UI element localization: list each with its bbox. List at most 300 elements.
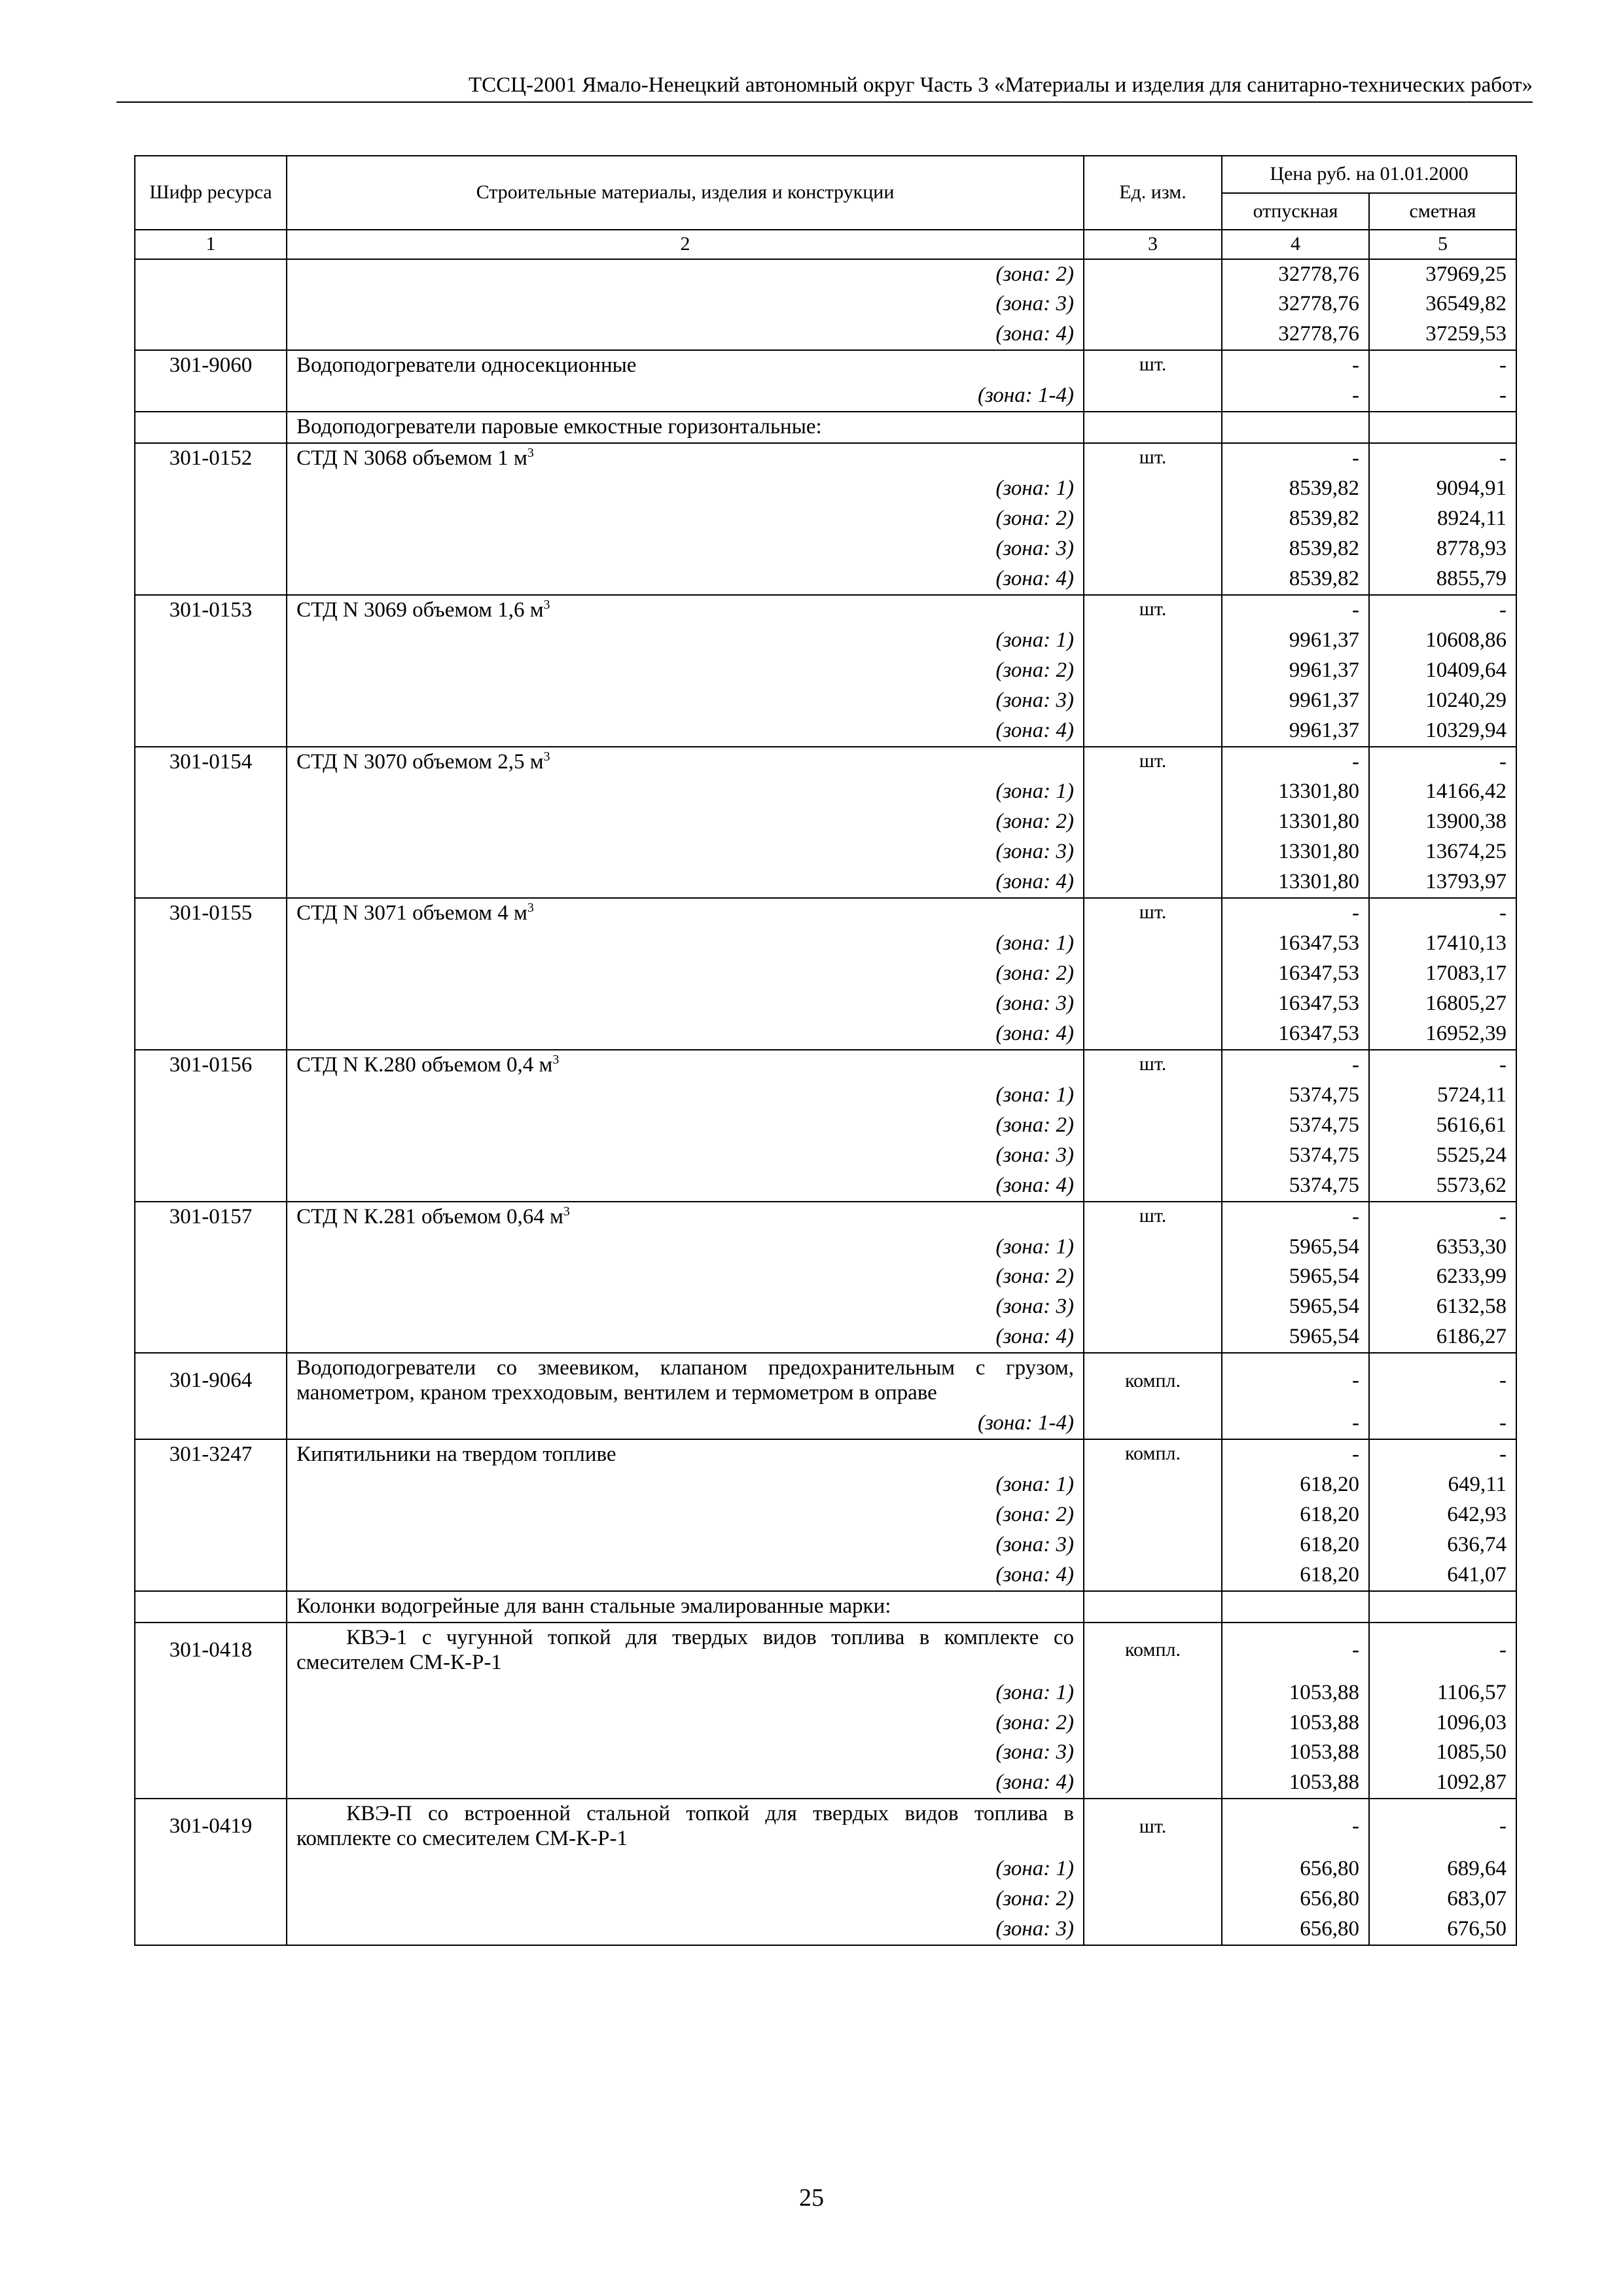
unit-of-measure: компл. — [1084, 1623, 1222, 1678]
table-body — [135, 259, 1516, 1946]
estimate-price: 10409,64 — [1369, 656, 1516, 686]
estimate-price: 5724,11 — [1369, 1081, 1516, 1111]
estimate-price: 649,11 — [1369, 1470, 1516, 1500]
resource-code — [135, 716, 287, 747]
item-row — [135, 595, 1516, 626]
zone-row — [135, 686, 1516, 716]
estimate-price: 10329,94 — [1369, 716, 1516, 747]
estimate-price: 8924,11 — [1369, 504, 1516, 534]
unit-of-measure — [1084, 1768, 1222, 1799]
zone-row — [135, 381, 1516, 412]
resource-code: 301-0419 — [135, 1799, 287, 1854]
resource-code — [135, 1854, 287, 1884]
unit-of-measure — [1084, 656, 1222, 686]
item-row — [135, 1623, 1516, 1678]
zone-label: (зона: 2) — [287, 1708, 1084, 1738]
release-price: 13301,80 — [1222, 777, 1369, 807]
zone-row — [135, 1262, 1516, 1292]
unit-of-measure — [1084, 929, 1222, 959]
header-estimate-price: сметная — [1369, 193, 1516, 230]
estimate-price: 1092,87 — [1369, 1768, 1516, 1799]
estimate-price: - — [1369, 1050, 1516, 1081]
unit-of-measure: шт. — [1084, 1202, 1222, 1232]
zone-label: (зона: 1) — [287, 1678, 1084, 1708]
zone-row — [135, 777, 1516, 807]
unit-of-measure — [1084, 1560, 1222, 1591]
estimate-price: - — [1369, 1623, 1516, 1678]
resource-code — [135, 1500, 287, 1530]
zone-label: (зона: 4) — [287, 1768, 1084, 1799]
release-price: 656,80 — [1222, 1854, 1369, 1884]
release-price: 9961,37 — [1222, 626, 1369, 656]
unit-of-measure — [1084, 1470, 1222, 1500]
unit-of-measure — [1084, 1322, 1222, 1353]
zone-label: (зона: 2) — [287, 807, 1084, 837]
resource-code — [135, 1141, 287, 1171]
release-price: 1053,88 — [1222, 1708, 1369, 1738]
item-row — [135, 350, 1516, 381]
resource-code — [135, 959, 287, 989]
zone-row — [135, 319, 1516, 350]
zone-row — [135, 1854, 1516, 1884]
unit-of-measure: компл. — [1084, 1439, 1222, 1470]
unit-of-measure — [1084, 959, 1222, 989]
material-name-text: СТД N 3068 объемом 1 м — [296, 446, 527, 471]
zone-label: (зона: 3) — [287, 837, 1084, 867]
header-name: Строительные материалы, изделия и конструкции — [287, 156, 1084, 230]
release-price: 656,80 — [1222, 1914, 1369, 1945]
estimate-price: 37259,53 — [1369, 319, 1516, 350]
unit-of-measure — [1084, 534, 1222, 564]
resource-code: 301-0418 — [135, 1623, 287, 1678]
release-price: - — [1222, 747, 1369, 778]
material-name — [287, 1623, 1084, 1678]
release-price: - — [1222, 1202, 1369, 1232]
unit-of-measure — [1084, 1500, 1222, 1530]
release-price: 9961,37 — [1222, 656, 1369, 686]
unit-of-measure — [1084, 504, 1222, 534]
resource-code — [135, 1914, 287, 1945]
unit-of-measure — [1084, 1019, 1222, 1050]
resource-code — [135, 837, 287, 867]
zone-row — [135, 1322, 1516, 1353]
zone-label: (зона: 3) — [287, 289, 1084, 319]
unit-of-measure: шт. — [1084, 1050, 1222, 1081]
zone-label: (зона: 4) — [287, 1171, 1084, 1202]
item-row — [135, 1353, 1516, 1408]
unit-of-measure — [1084, 1591, 1222, 1623]
zone-label: (зона: 1) — [287, 929, 1084, 959]
release-price: 5374,75 — [1222, 1081, 1369, 1111]
unit-of-measure — [1084, 289, 1222, 319]
material-name-text: КВЭ-1 с чугунной топкой для твердых видов топлива в комплекте со смесителем СМ-К-Р-1 — [296, 1625, 1074, 1674]
unit-of-measure: шт. — [1084, 747, 1222, 778]
zone-row — [135, 534, 1516, 564]
estimate-price: 642,93 — [1369, 1500, 1516, 1530]
release-price: 5965,54 — [1222, 1322, 1369, 1353]
material-name-text: СТД N К.281 объемом 0,64 м — [296, 1204, 563, 1229]
material-name — [287, 1050, 1084, 1081]
zone-label: (зона: 3) — [287, 1738, 1084, 1768]
resource-code — [135, 1111, 287, 1141]
resource-code — [135, 534, 287, 564]
material-name: Водоподогреватели со змеевиком, клапаном предохранительным с грузом, манометром, краном трехходовым, вентилем и термометром в оправе — [287, 1353, 1084, 1408]
release-price: - — [1222, 1439, 1369, 1470]
estimate-price: - — [1369, 1353, 1516, 1408]
estimate-price — [1369, 412, 1516, 443]
unit-of-measure — [1084, 1262, 1222, 1292]
release-price: 5965,54 — [1222, 1292, 1369, 1322]
group-row — [135, 412, 1516, 443]
estimate-price: 10608,86 — [1369, 626, 1516, 656]
estimate-price: 16805,27 — [1369, 989, 1516, 1019]
unit-of-measure — [1084, 807, 1222, 837]
zone-row — [135, 1530, 1516, 1560]
material-name — [287, 1202, 1084, 1232]
zone-label: (зона: 3) — [287, 1914, 1084, 1945]
zone-label: (зона: 2) — [287, 656, 1084, 686]
zone-row — [135, 1232, 1516, 1263]
zone-label: (зона: 4) — [287, 716, 1084, 747]
zone-row — [135, 989, 1516, 1019]
release-price: 8539,82 — [1222, 564, 1369, 595]
group-row — [135, 1591, 1516, 1623]
zone-row — [135, 474, 1516, 504]
item-row — [135, 898, 1516, 929]
unit-of-measure — [1084, 381, 1222, 412]
estimate-price: - — [1369, 1408, 1516, 1439]
material-name — [287, 595, 1084, 626]
zone-label: (зона: 3) — [287, 989, 1084, 1019]
zone-label: (зона: 4) — [287, 867, 1084, 898]
release-price: 16347,53 — [1222, 1019, 1369, 1050]
resource-code — [135, 656, 287, 686]
release-price: 618,20 — [1222, 1500, 1369, 1530]
unit-of-measure — [1084, 837, 1222, 867]
zone-label: (зона: 4) — [287, 1560, 1084, 1591]
page-header: ТССЦ-2001 Ямало-Ненецкий автономный округ Часть 3 «Материалы и изделия для санитарно-технических работ» — [116, 73, 1533, 103]
zone-label: (зона: 1) — [287, 1470, 1084, 1500]
release-price: 32778,76 — [1222, 319, 1369, 350]
unit-of-measure — [1084, 319, 1222, 350]
estimate-price: 13674,25 — [1369, 837, 1516, 867]
column-number: 1 — [135, 230, 287, 259]
resource-code — [135, 626, 287, 656]
estimate-price: 6233,99 — [1369, 1262, 1516, 1292]
release-price: - — [1222, 381, 1369, 412]
zone-label: (зона: 2) — [287, 1111, 1084, 1141]
release-price: 16347,53 — [1222, 929, 1369, 959]
zone-label: (зона: 2) — [287, 959, 1084, 989]
release-price: 9961,37 — [1222, 716, 1369, 747]
zone-row — [135, 259, 1516, 290]
estimate-price: 6132,58 — [1369, 1292, 1516, 1322]
resource-code: 301-0156 — [135, 1050, 287, 1081]
zone-row — [135, 1292, 1516, 1322]
release-price: 32778,76 — [1222, 289, 1369, 319]
resource-code — [135, 1232, 287, 1263]
column-number: 4 — [1222, 230, 1369, 259]
header-code: Шифр ресурса — [135, 156, 287, 230]
resource-code — [135, 1262, 287, 1292]
release-price: 5965,54 — [1222, 1232, 1369, 1263]
estimate-price: 636,74 — [1369, 1530, 1516, 1560]
release-price: 1053,88 — [1222, 1678, 1369, 1708]
resource-code — [135, 1678, 287, 1708]
estimate-price: 641,07 — [1369, 1560, 1516, 1591]
unit-of-measure: шт. — [1084, 1799, 1222, 1854]
estimate-price: - — [1369, 747, 1516, 778]
column-number: 3 — [1084, 230, 1222, 259]
estimate-price: 13900,38 — [1369, 807, 1516, 837]
resource-code — [135, 319, 287, 350]
unit-of-measure — [1084, 1408, 1222, 1439]
release-price: 13301,80 — [1222, 867, 1369, 898]
resource-code — [135, 807, 287, 837]
unit-of-measure — [1084, 259, 1222, 290]
item-row — [135, 1439, 1516, 1470]
estimate-price: 17410,13 — [1369, 929, 1516, 959]
zone-label: (зона: 3) — [287, 1141, 1084, 1171]
release-price: - — [1222, 1408, 1369, 1439]
unit-of-measure — [1084, 1171, 1222, 1202]
estimate-price: - — [1369, 898, 1516, 929]
resource-code — [135, 1591, 287, 1623]
estimate-price: 17083,17 — [1369, 959, 1516, 989]
resource-code — [135, 289, 287, 319]
resource-code — [135, 564, 287, 595]
estimate-price: - — [1369, 350, 1516, 381]
estimate-price: 16952,39 — [1369, 1019, 1516, 1050]
volume-superscript: 3 — [563, 1204, 570, 1219]
estimate-price: - — [1369, 381, 1516, 412]
estimate-price: 37969,25 — [1369, 259, 1516, 290]
resource-code — [135, 412, 287, 443]
release-price: - — [1222, 1353, 1369, 1408]
table-header — [135, 156, 1516, 259]
estimate-price: 1085,50 — [1369, 1738, 1516, 1768]
estimate-price: 6186,27 — [1369, 1322, 1516, 1353]
unit-of-measure — [1084, 626, 1222, 656]
material-name-text: СТД N К.280 объемом 0,4 м — [296, 1052, 553, 1077]
zone-row — [135, 1708, 1516, 1738]
zone-label: (зона: 4) — [287, 319, 1084, 350]
resource-code — [135, 474, 287, 504]
zone-label: (зона: 3) — [287, 534, 1084, 564]
resource-code — [135, 1019, 287, 1050]
zone-label: (зона: 1) — [287, 1081, 1084, 1111]
zone-row — [135, 959, 1516, 989]
item-row — [135, 747, 1516, 778]
zone-label: (зона: 3) — [287, 686, 1084, 716]
release-price: 1053,88 — [1222, 1738, 1369, 1768]
unit-of-measure — [1084, 686, 1222, 716]
estimate-price — [1369, 1591, 1516, 1623]
unit-of-measure: шт. — [1084, 443, 1222, 474]
estimate-price: 36549,82 — [1369, 289, 1516, 319]
zone-label: (зона: 1) — [287, 777, 1084, 807]
release-price: 9961,37 — [1222, 686, 1369, 716]
item-row — [135, 1202, 1516, 1232]
release-price: 618,20 — [1222, 1530, 1369, 1560]
estimate-price: 5573,62 — [1369, 1171, 1516, 1202]
page-number: 25 — [799, 2184, 824, 2212]
unit-of-measure — [1084, 474, 1222, 504]
volume-superscript: 3 — [527, 446, 534, 461]
release-price: 13301,80 — [1222, 837, 1369, 867]
estimate-price: 10240,29 — [1369, 686, 1516, 716]
resource-code — [135, 1292, 287, 1322]
material-name: Кипятильники на твердом топливе — [287, 1439, 1084, 1470]
estimate-price: - — [1369, 1799, 1516, 1854]
zone-label: (зона: 2) — [287, 1262, 1084, 1292]
resource-code — [135, 1171, 287, 1202]
volume-superscript: 3 — [543, 749, 550, 764]
resource-code — [135, 1884, 287, 1914]
release-price: - — [1222, 595, 1369, 626]
resource-code — [135, 1738, 287, 1768]
resource-code — [135, 1408, 287, 1439]
zone-label: (зона: 1) — [287, 474, 1084, 504]
resource-code — [135, 686, 287, 716]
zone-row — [135, 867, 1516, 898]
estimate-price: 8778,93 — [1369, 534, 1516, 564]
zone-label: (зона: 3) — [287, 1530, 1084, 1560]
release-price: 656,80 — [1222, 1884, 1369, 1914]
resource-code — [135, 929, 287, 959]
zone-row — [135, 1141, 1516, 1171]
unit-of-measure: компл. — [1084, 1353, 1222, 1408]
release-price: 618,20 — [1222, 1560, 1369, 1591]
release-price — [1222, 412, 1369, 443]
zone-label: (зона: 1) — [287, 1854, 1084, 1884]
release-price: - — [1222, 350, 1369, 381]
resource-code: 301-3247 — [135, 1439, 287, 1470]
estimate-price: - — [1369, 595, 1516, 626]
release-price: 5374,75 — [1222, 1111, 1369, 1141]
header-release-price: отпускная — [1222, 193, 1369, 230]
zone-row — [135, 807, 1516, 837]
estimate-price: 9094,91 — [1369, 474, 1516, 504]
zone-row — [135, 1019, 1516, 1050]
zone-label: (зона: 3) — [287, 1292, 1084, 1322]
estimate-price: 676,50 — [1369, 1914, 1516, 1945]
estimate-price: 1106,57 — [1369, 1678, 1516, 1708]
resource-code — [135, 259, 287, 290]
zone-label: (зона: 1) — [287, 1232, 1084, 1263]
resource-code: 301-9060 — [135, 350, 287, 381]
zone-row — [135, 626, 1516, 656]
resource-code — [135, 1470, 287, 1500]
header-unit: Ед. изм. — [1084, 156, 1222, 230]
zone-label: (зона: 2) — [287, 1500, 1084, 1530]
release-price: 16347,53 — [1222, 989, 1369, 1019]
unit-of-measure: шт. — [1084, 350, 1222, 381]
zone-row — [135, 1884, 1516, 1914]
unit-of-measure — [1084, 1141, 1222, 1171]
zone-row — [135, 1470, 1516, 1500]
release-price: - — [1222, 1799, 1369, 1854]
release-price: 8539,82 — [1222, 474, 1369, 504]
unit-of-measure: шт. — [1084, 595, 1222, 626]
column-number: 5 — [1369, 230, 1516, 259]
zone-label: (зона: 2) — [287, 1884, 1084, 1914]
estimate-price: 1096,03 — [1369, 1708, 1516, 1738]
resource-code — [135, 989, 287, 1019]
zone-row — [135, 1111, 1516, 1141]
resource-code — [135, 1560, 287, 1591]
release-price: 16347,53 — [1222, 959, 1369, 989]
release-price: - — [1222, 443, 1369, 474]
material-name: Водоподогреватели паровые емкостные горизонтальные: — [287, 412, 1084, 443]
zone-row — [135, 837, 1516, 867]
unit-of-measure — [1084, 1884, 1222, 1914]
unit-of-measure — [1084, 1678, 1222, 1708]
unit-of-measure: шт. — [1084, 898, 1222, 929]
release-price: 13301,80 — [1222, 807, 1369, 837]
unit-of-measure — [1084, 1111, 1222, 1141]
release-price: 1053,88 — [1222, 1768, 1369, 1799]
header-price-group: Цена руб. на 01.01.2000 — [1222, 156, 1516, 193]
estimate-price: 5616,61 — [1369, 1111, 1516, 1141]
resource-code — [135, 504, 287, 534]
release-price: 8539,82 — [1222, 504, 1369, 534]
release-price: 5374,75 — [1222, 1171, 1369, 1202]
estimate-price: 689,64 — [1369, 1854, 1516, 1884]
item-row — [135, 1799, 1516, 1854]
zone-row — [135, 1560, 1516, 1591]
zone-row — [135, 1081, 1516, 1111]
estimate-price: 683,07 — [1369, 1884, 1516, 1914]
material-name-text: СТД N 3071 объемом 4 м — [296, 901, 527, 925]
material-name-text: СТД N 3070 объемом 2,5 м — [296, 749, 544, 774]
unit-of-measure — [1084, 1914, 1222, 1945]
unit-of-measure — [1084, 412, 1222, 443]
resource-code: 301-0152 — [135, 443, 287, 474]
unit-of-measure — [1084, 1854, 1222, 1884]
release-price: - — [1222, 898, 1369, 929]
item-row — [135, 1050, 1516, 1081]
zone-label: (зона: 4) — [287, 1019, 1084, 1050]
release-price: 5965,54 — [1222, 1262, 1369, 1292]
zone-label: (зона: 1-4) — [287, 1408, 1084, 1439]
zone-row — [135, 1914, 1516, 1945]
release-price: - — [1222, 1623, 1369, 1678]
zone-row — [135, 1738, 1516, 1768]
zone-label: (зона: 2) — [287, 504, 1084, 534]
material-name — [287, 747, 1084, 778]
release-price — [1222, 1591, 1369, 1623]
resource-code — [135, 1081, 287, 1111]
zone-row — [135, 656, 1516, 686]
zone-row — [135, 289, 1516, 319]
resource-code — [135, 1322, 287, 1353]
zone-row — [135, 1678, 1516, 1708]
zone-row — [135, 1171, 1516, 1202]
estimate-price: 13793,97 — [1369, 867, 1516, 898]
release-price: - — [1222, 1050, 1369, 1081]
estimate-price: 8855,79 — [1369, 564, 1516, 595]
estimate-price: - — [1369, 1439, 1516, 1470]
estimate-price: - — [1369, 1202, 1516, 1232]
zone-row — [135, 929, 1516, 959]
unit-of-measure — [1084, 867, 1222, 898]
resource-code: 301-0155 — [135, 898, 287, 929]
unit-of-measure — [1084, 989, 1222, 1019]
estimate-price: 14166,42 — [1369, 777, 1516, 807]
material-name — [287, 1799, 1084, 1854]
zone-row — [135, 1500, 1516, 1530]
